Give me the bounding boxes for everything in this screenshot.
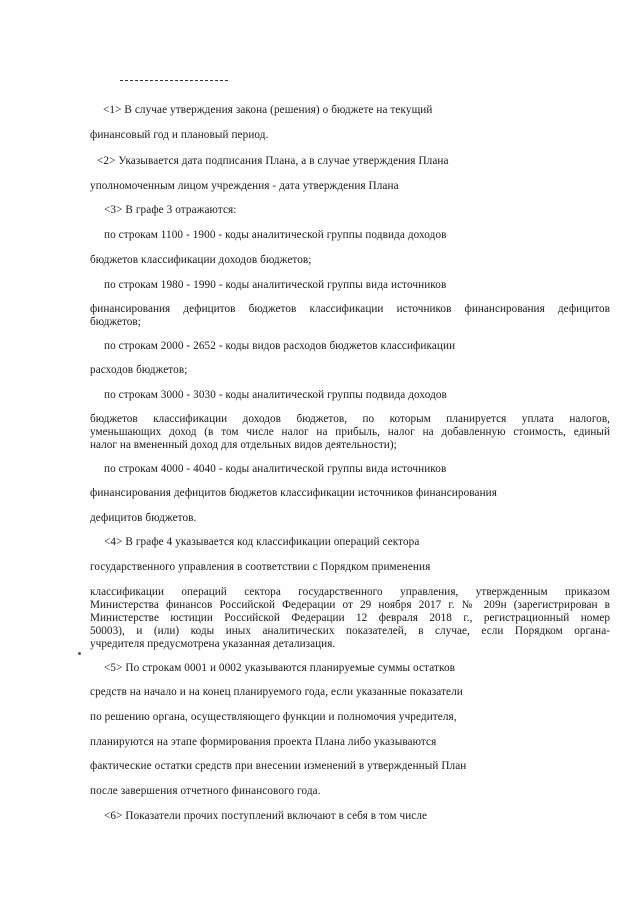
footnote-3-rows-1980-para (90, 303, 610, 329)
footnote-4-line-1: <4> В графе 4 указывается код классификации операций сектора (104, 536, 420, 548)
footnote-3-rows-3000-para (90, 413, 610, 452)
para-line: учредителя предусмотрена указанная детализация. (90, 638, 336, 650)
footnote-5-line-5: фактические остатки средств при внесении изменений в утвержденный План (90, 760, 467, 772)
para-line: классификации операций сектора государственного управления, утвержденным приказом (90, 586, 610, 598)
footnote-1-line-1: <1> В случае утверждения закона (решения) о бюджете на текущий (103, 104, 433, 116)
footnote-3-rows-3000: по строкам 3000 - 3030 - коды аналитической группы подвида доходов (104, 389, 447, 401)
footnote-2-line-2: уполномоченным лицом учреждения - дата утверждения Плана (90, 180, 399, 192)
footnote-separator (120, 80, 228, 81)
footnote-5-line-1: <5> По строкам 0001 и 0002 указываются планируемые суммы остатков (104, 662, 456, 674)
footnote-2-line-1: <2> Указывается дата подписания Плана, а в случае утверждения Плана (97, 155, 449, 167)
footnote-3-rows-4000: по строкам 4000 - 4040 - коды аналитической группы вида источников (104, 463, 447, 475)
footnote-4-line-2: государственного управления в соответствии с Порядком применения (90, 561, 431, 573)
scan-speck (78, 652, 81, 655)
footnote-5-line-6: после завершения отчетного финансового года. (90, 785, 321, 797)
footnote-3-rows-2000: по строкам 2000 - 2652 - коды видов расходов бюджетов классификации (104, 340, 456, 352)
para-line: бюджетов; (90, 316, 141, 328)
footnote-6-line-1: <6> Показатели прочих поступлений включают в себя в том числе (104, 810, 428, 822)
para-line: налог на вмененный доход для отдельных видов деятельности); (90, 439, 397, 451)
footnote-3-rows-1980: по строкам 1980 - 1990 - коды аналитической группы вида источников (104, 279, 447, 291)
footnote-3-rows-1100: по строкам 1100 - 1900 - коды аналитической группы подвида доходов (104, 229, 447, 241)
para-line: Министерства финансов Российской Федерации от 29 ноября 2017 г. № 209н (зарегистрирован в (90, 599, 610, 611)
footnote-5-line-2: средств на начало и на конец планируемого года, если указанные показатели (90, 686, 463, 698)
para-line: финансирования дефицитов бюджетов классификации источников финансирования дефицитов (90, 303, 610, 315)
para-line: бюджетов классификации доходов бюджетов, по которым планируется уплата налогов, (90, 413, 610, 425)
footnote-4-para (90, 586, 610, 651)
para-line: уменьшающих доход (в том числе налог на прибыль, налог на добавленную стоимость, единый (90, 426, 610, 438)
footnote-3-rows-4000-cont: финансирования дефицитов бюджетов классификации источников финансирования (90, 487, 497, 499)
footnote-1-line-2: финансовый год и плановый период. (90, 129, 269, 141)
footnote-3-heading: <3> В графе 3 отражаются: (104, 204, 237, 216)
footnote-3-rows-4000-end: дефицитов бюджетов. (90, 512, 197, 524)
footnote-3-rows-1100-cont: бюджетов классификации доходов бюджетов; (90, 254, 312, 266)
footnote-5-line-3: по решению органа, осуществляющего функции и полномочия учредителя, (90, 711, 457, 723)
para-line: Министерстве юстиции Российской Федерации 12 февраля 2018 г., регистрационный номер (90, 612, 610, 624)
para-line: 50003), и (или) коды иных аналитических показателей, в случае, если Порядком органа- (90, 625, 610, 637)
footnote-5-line-4: планируются на этапе формирования проекта Плана либо указываются (90, 736, 437, 748)
footnote-3-rows-2000-cont: расходов бюджетов; (90, 364, 188, 376)
